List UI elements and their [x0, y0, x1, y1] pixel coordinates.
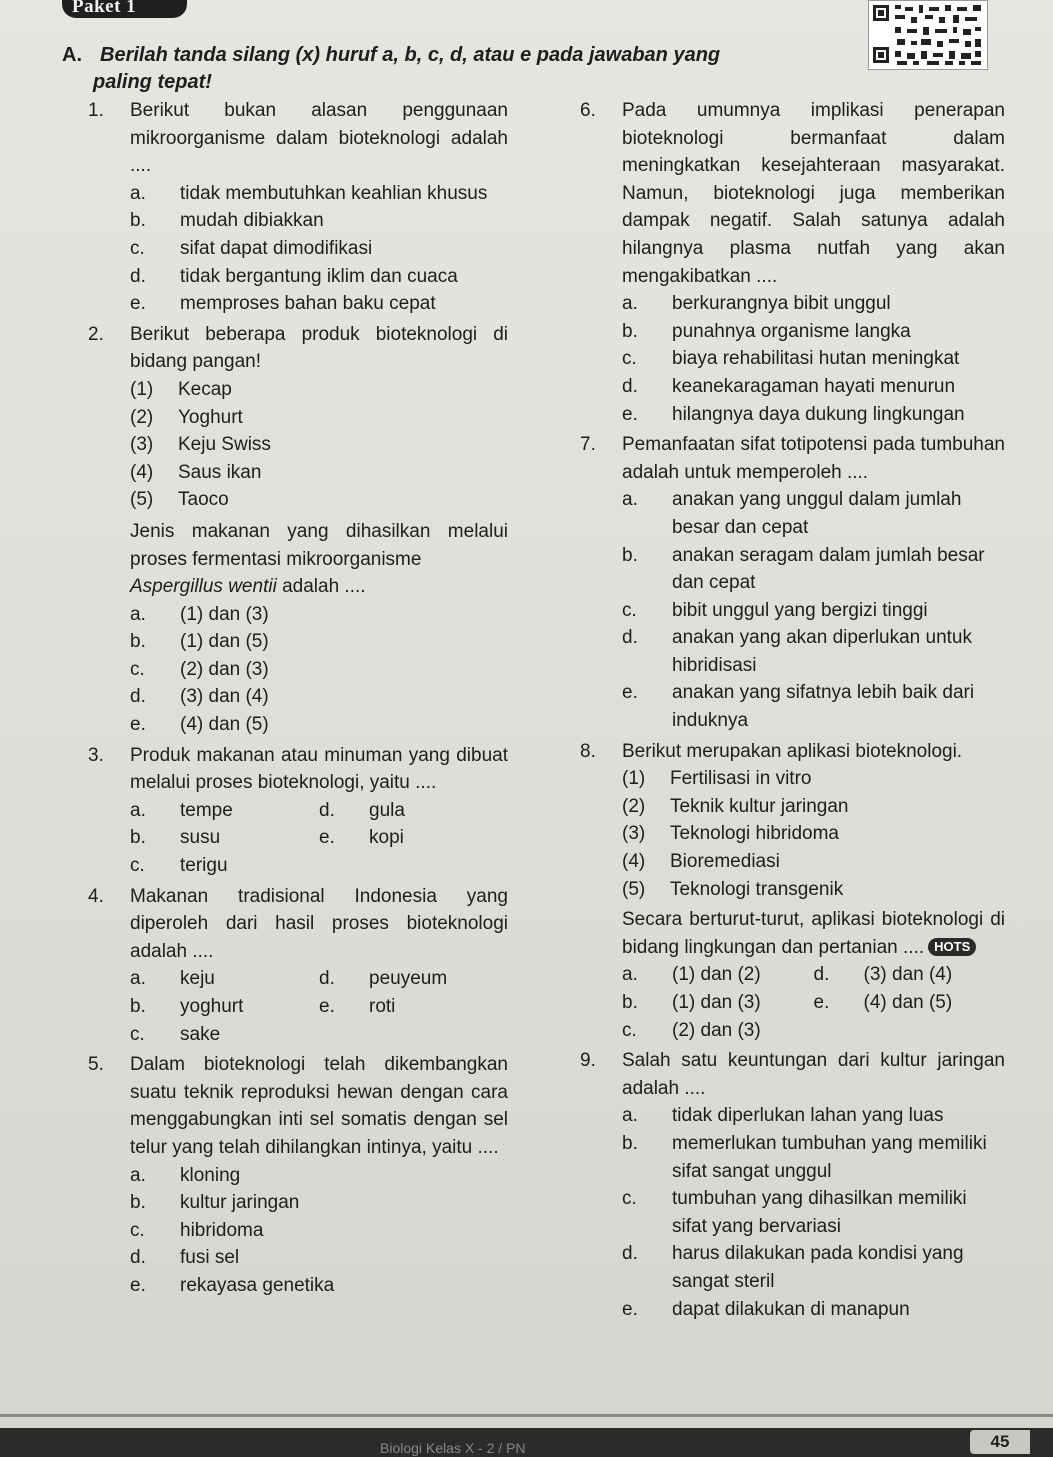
question-9: [580, 1047, 1005, 1323]
question-4: [88, 883, 508, 1049]
option-a[interactable]: [130, 797, 319, 825]
question-3: [88, 742, 508, 880]
option-c[interactable]: [622, 345, 1005, 373]
option-d[interactable]: [814, 961, 1006, 989]
option-e[interactable]: [319, 824, 508, 852]
question-5: [88, 1051, 508, 1299]
option-e[interactable]: [319, 993, 508, 1021]
option-text: (3) dan (4): [180, 686, 269, 708]
option-letter: b.: [130, 827, 146, 849]
item-text: Teknik kultur jaringan: [670, 795, 849, 817]
question-7: [580, 431, 1005, 735]
option-letter: b.: [622, 544, 638, 566]
item-number: (3): [130, 434, 154, 456]
option-letter: c.: [622, 599, 637, 621]
option-text: berkurangnya bibit unggul: [672, 293, 891, 315]
option-text: memproses bahan baku cepat: [180, 293, 436, 315]
question-stem: Berikut merupakan aplikasi bioteknologi.: [622, 740, 963, 762]
option-letter: b.: [130, 210, 146, 232]
option-text: rekayasa genetika: [180, 1274, 335, 1296]
qr-code: [868, 0, 988, 70]
options-grid: [130, 965, 508, 1048]
option-a[interactable]: [130, 180, 508, 208]
question-stem: Produk makanan atau minuman yang dibuat melalui proses bioteknologi, yaitu ....: [130, 744, 508, 794]
option-text: (1) dan (2): [672, 964, 761, 986]
option-b[interactable]: [130, 993, 319, 1021]
question-number: 8.: [580, 740, 596, 762]
options-grid: [130, 797, 508, 880]
option-text: (4) dan (5): [863, 992, 953, 1013]
option-letter: e.: [130, 714, 146, 736]
option-letter: a.: [130, 968, 146, 990]
question-stem: Berikut bukan alasan penggunaan mikroorganisme dalam bioteknologi adalah ....: [130, 100, 508, 177]
option-letter: d.: [130, 686, 146, 708]
option-letter: b.: [622, 320, 638, 342]
option-text: tidak bergantung iklim dan cuaca: [180, 265, 458, 287]
paket-tab: [62, 0, 187, 18]
option-letter: e.: [319, 827, 335, 849]
option-letter: a.: [130, 182, 146, 204]
item-text: Yoghurt: [178, 406, 243, 428]
option-text: fusi sel: [180, 1247, 240, 1269]
question-number: 2.: [88, 323, 104, 345]
question-1: [88, 97, 508, 318]
options-grid: [622, 961, 1005, 1044]
option-c[interactable]: [622, 1185, 1005, 1240]
question-number: 4.: [88, 885, 104, 907]
option-c[interactable]: [622, 597, 1005, 625]
item-text: Bioremediasi: [670, 851, 780, 873]
option-a[interactable]: [622, 961, 814, 989]
option-letter: c.: [130, 237, 145, 259]
option-text: terigu: [180, 855, 228, 877]
option-text: sake: [180, 1023, 221, 1045]
option-text: harus dilakukan pada kondisi yang sangat steril: [672, 1243, 964, 1292]
option-c[interactable]: [130, 656, 508, 684]
option-e[interactable]: [622, 1296, 1005, 1324]
option-letter: c.: [622, 348, 637, 370]
option-letter: a.: [622, 964, 638, 986]
instruction-line2: paling tepat!: [93, 71, 212, 93]
option-text: tumbuhan yang dihasilkan memiliki sifat yang bervariasi: [672, 1188, 967, 1237]
option-letter: e.: [622, 1298, 638, 1320]
item-text: Saus ikan: [178, 461, 262, 483]
option-b[interactable]: [622, 542, 1005, 597]
option-a[interactable]: [130, 965, 319, 993]
option-d[interactable]: [319, 797, 508, 825]
option-d[interactable]: [622, 624, 1005, 679]
option-letter: a.: [622, 1105, 638, 1127]
question-number: 7.: [580, 434, 596, 456]
option-letter: e.: [622, 403, 638, 425]
right-column: [580, 97, 1005, 1326]
list-item: [130, 431, 508, 459]
option-letter: b.: [622, 992, 638, 1013]
option-e[interactable]: [622, 679, 1005, 734]
question-8: [580, 738, 1005, 1045]
option-a[interactable]: [130, 601, 508, 629]
list-item: [130, 459, 508, 487]
stem-end: adalah ....: [276, 576, 366, 598]
option-text: peuyeum: [369, 968, 448, 990]
option-d[interactable]: [130, 683, 508, 711]
list-item: [622, 876, 1005, 904]
item-number: (5): [622, 878, 646, 900]
item-text: Taoco: [178, 489, 229, 511]
question-number: 1.: [88, 100, 104, 121]
option-letter: e.: [813, 992, 830, 1013]
option-letter: a.: [130, 1164, 146, 1186]
option-d[interactable]: [622, 1240, 1005, 1295]
item-number: (3): [622, 823, 646, 845]
option-text: susu: [180, 827, 221, 849]
option-text: tempe: [180, 799, 233, 821]
option-letter: e.: [319, 996, 335, 1017]
list-item: [622, 765, 1005, 793]
option-d[interactable]: [130, 1244, 508, 1272]
option-c[interactable]: [130, 235, 508, 263]
option-c[interactable]: [622, 1017, 814, 1045]
option-text: (3) dan (4): [863, 964, 953, 986]
option-a[interactable]: [622, 1102, 1005, 1130]
list-item: [622, 848, 1005, 876]
option-b[interactable]: [130, 824, 319, 852]
option-e[interactable]: [130, 1272, 508, 1300]
question-number: 5.: [88, 1054, 104, 1076]
option-a[interactable]: [622, 486, 1005, 541]
item-number: (1): [622, 768, 646, 790]
option-letter: c.: [130, 658, 145, 680]
option-text: hibridoma: [180, 1219, 264, 1241]
question-stem-3: [130, 573, 508, 601]
instruction-line1: Berilah tanda silang (x) huruf a, b, c, d, atau e pada jawaban yang: [100, 44, 721, 66]
option-text: (4) dan (5): [180, 714, 269, 736]
hots-badge: HOTS: [928, 938, 976, 956]
species-name: Aspergillus wentii: [130, 576, 277, 598]
option-e[interactable]: [130, 290, 508, 318]
option-text: tidak membutuhkan keahlian khusus: [180, 182, 488, 204]
option-text: kloning: [180, 1164, 241, 1186]
option-text: anakan seragam dalam jumlah besar dan cepat: [672, 544, 985, 594]
footer-band: [0, 1428, 1053, 1457]
option-text: biaya rehabilitasi hutan meningkat: [672, 348, 960, 370]
list-item: [622, 793, 1005, 821]
option-text: memerlukan tumbuhan yang memiliki sifat sangat unggul: [672, 1132, 987, 1182]
question-2: [88, 321, 508, 739]
item-number: (5): [130, 489, 154, 511]
option-text: keanekaragaman hayati menurun: [672, 375, 956, 397]
option-letter: e.: [622, 682, 638, 704]
item-text: Teknologi hibridoma: [670, 823, 839, 845]
option-a[interactable]: [130, 1162, 508, 1190]
option-text: yoghurt: [180, 996, 244, 1017]
section-label: A.: [62, 44, 82, 66]
option-text: keju: [180, 968, 215, 990]
option-letter: d.: [622, 627, 638, 649]
option-text: anakan yang akan diperlukan untuk hibridisasi: [672, 627, 973, 676]
option-text: mudah dibiakkan: [180, 210, 324, 232]
footer-text: Biologi Kelas X - 2 / PN: [380, 1440, 526, 1456]
instruction: [62, 42, 822, 96]
option-text: kultur jaringan: [180, 1192, 300, 1214]
option-text: gula: [369, 799, 405, 821]
question-stem: Salah satu keuntungan dari kultur jaringan adalah ....: [622, 1050, 1005, 1099]
option-b[interactable]: [622, 989, 814, 1017]
question-stem: Pemanfaatan sifat totipotensi pada tumbuhan adalah untuk memperoleh ....: [622, 434, 1005, 483]
option-b[interactable]: [130, 207, 508, 235]
option-letter: c.: [130, 855, 145, 877]
option-letter: e.: [130, 293, 146, 315]
item-text: Kecap: [178, 378, 232, 400]
option-letter: d.: [130, 1247, 146, 1269]
option-letter: d.: [622, 1243, 638, 1265]
option-text: dapat dilakukan di manapun: [672, 1298, 910, 1320]
item-text: Teknologi transgenik: [670, 878, 844, 900]
option-letter: b.: [130, 1192, 146, 1214]
option-text: (1) dan (5): [180, 631, 269, 653]
option-b[interactable]: [622, 1130, 1005, 1185]
option-d[interactable]: [319, 965, 508, 993]
option-text: (1) dan (3): [672, 992, 761, 1013]
option-letter: d.: [319, 968, 335, 990]
option-text: tidak diperlukan lahan yang luas: [672, 1105, 944, 1127]
question-stem: Dalam bioteknologi telah dikembangkan suatu teknik reproduksi hewan dengan cara menggabungkan inti sel somatis dengan sel telur yang telah dihilangkan intinya, yaitu ....: [130, 1054, 508, 1158]
option-letter: c.: [130, 1219, 145, 1241]
option-c[interactable]: [130, 852, 319, 880]
item-number: (2): [130, 406, 154, 428]
question-stem: Makanan tradisional Indonesia yang diperoleh dari hasil proses bioteknologi adalah ....: [130, 885, 508, 962]
option-letter: c.: [622, 1019, 637, 1041]
option-text: punahnya organisme langka: [672, 320, 911, 342]
question-stem: Pada umumnya implikasi penerapan bioteknologi bermanfaat dalam meningkatkan kesejahteraan masyarakat. Namun, bioteknologi juga memberikan dampak negatif. Salah satunya adalah hilangnya plasma nutfah yang akan mengakibatkan ....: [622, 100, 1005, 287]
item-number: (4): [622, 851, 646, 873]
option-letter: b.: [622, 1132, 638, 1154]
option-text: (2) dan (3): [672, 1019, 761, 1041]
option-text: kopi: [369, 827, 404, 849]
question-number: 9.: [580, 1050, 596, 1072]
option-b[interactable]: [622, 318, 1005, 346]
option-e[interactable]: [814, 989, 1006, 1017]
option-e[interactable]: [622, 401, 1005, 429]
option-e[interactable]: [130, 711, 508, 739]
question-stem: Berikut beberapa produk bioteknologi di bidang pangan!: [130, 323, 508, 373]
option-text: (2) dan (3): [180, 658, 269, 680]
option-letter: d.: [319, 799, 335, 821]
item-number: (2): [622, 795, 646, 817]
option-letter: b.: [130, 631, 146, 653]
option-letter: d.: [622, 375, 638, 397]
option-letter: a.: [622, 489, 638, 511]
option-c[interactable]: [130, 1217, 508, 1245]
question-number: 6.: [580, 100, 596, 121]
option-letter: a.: [130, 799, 146, 821]
option-letter: b.: [130, 996, 146, 1017]
option-d[interactable]: [130, 263, 508, 291]
option-letter: a.: [622, 293, 638, 315]
option-text: anakan yang sifatnya lebih baik dari induknya: [672, 682, 975, 732]
question-stem-2: Jenis makanan yang dihasilkan melalui proses fermentasi mikroorganisme: [130, 520, 508, 570]
option-text: anakan yang unggul dalam jumlah besar dan cepat: [672, 489, 962, 538]
option-text: hilangnya daya dukung lingkungan: [672, 403, 965, 425]
option-d[interactable]: [622, 373, 1005, 401]
option-letter: d.: [130, 265, 146, 287]
list-item: [130, 404, 508, 432]
option-c[interactable]: [130, 1021, 319, 1049]
option-letter: a.: [130, 603, 146, 625]
left-column: [88, 97, 508, 1303]
option-letter: c.: [622, 1188, 637, 1210]
paket-label: Paket 1: [72, 0, 137, 17]
option-text: bibit unggul yang bergizi tinggi: [672, 599, 928, 621]
page-number: 45: [970, 1430, 1030, 1454]
option-b[interactable]: [130, 628, 508, 656]
item-number: (4): [130, 461, 154, 483]
option-text: roti: [369, 996, 396, 1017]
list-item: [130, 486, 508, 514]
option-letter: d.: [813, 964, 830, 986]
option-b[interactable]: [130, 1189, 508, 1217]
item-text: Keju Swiss: [178, 434, 271, 456]
option-text: (1) dan (3): [180, 603, 269, 625]
item-text: Fertilisasi in vitro: [670, 768, 812, 790]
footer-rule: [0, 1414, 1053, 1417]
option-text: sifat dapat dimodifikasi: [180, 237, 373, 259]
question-stem-2: [622, 906, 1005, 961]
list-item: [130, 376, 508, 404]
stem-text: Secara berturut-turut, aplikasi bioteknologi di bidang lingkungan dan pertanian ....: [622, 909, 1005, 958]
list-item: [622, 820, 1005, 848]
question-6: [580, 97, 1005, 428]
question-number: 3.: [88, 744, 104, 766]
item-number: (1): [130, 378, 154, 400]
option-a[interactable]: [622, 290, 1005, 318]
option-letter: c.: [130, 1023, 145, 1045]
option-letter: e.: [130, 1274, 146, 1296]
